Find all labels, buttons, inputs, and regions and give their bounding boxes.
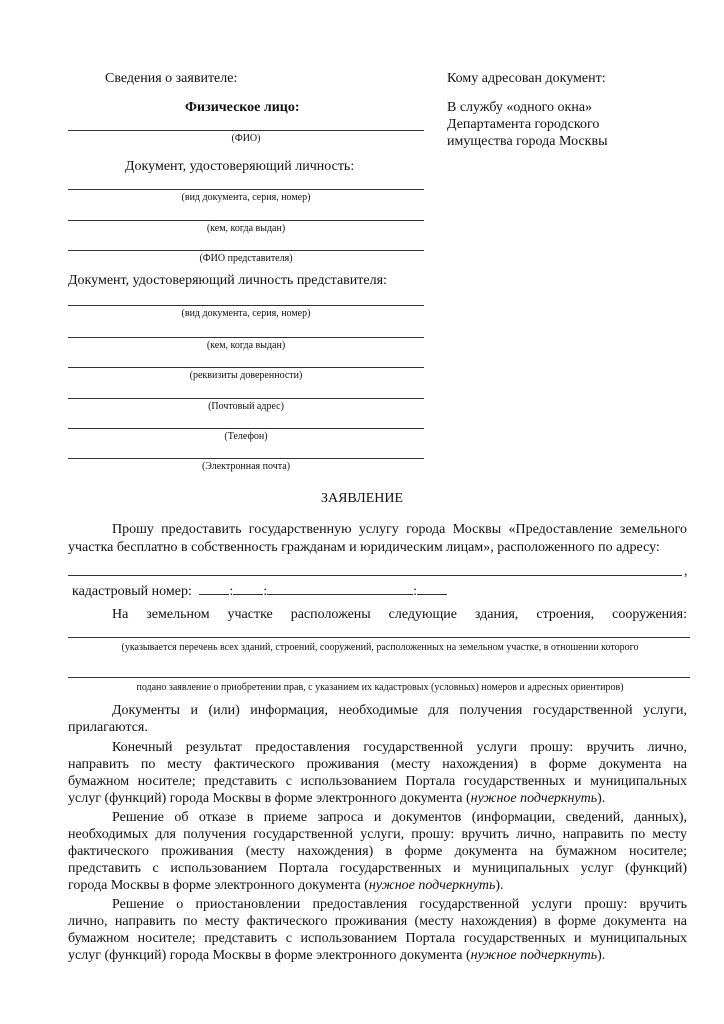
addressee-header: Кому адресован документ: (447, 71, 606, 86)
p4-end: ). (597, 948, 606, 963)
cadastral-row (72, 582, 447, 600)
cadastral-part-3[interactable] (267, 582, 413, 595)
p2-line: бумажном носителе; представить с использованием Портала государственных и муниципальных (68, 774, 687, 789)
p3-end: ). (495, 878, 504, 893)
p4-line: лично, направить по месту фактического проживания (месту нахождения) в форме документа на (68, 914, 687, 929)
rep-doc-line[interactable] (68, 305, 424, 306)
postal-line[interactable] (68, 398, 424, 399)
request-line-1: Прошу предоставить государственную услугу города Москвы «Предоставление земельного (112, 522, 687, 537)
p2-underline-hint: нужное подчеркнуть (470, 791, 598, 806)
p4-last-line (68, 947, 605, 964)
p3-line: фактического проживания (месту нахождения) в форме документа на бумажном носителе; (68, 844, 687, 859)
p4-line: Решение о приостановлении предоставления государственной услуги прошу: вручить (112, 897, 687, 912)
p3-underline-hint: нужное подчеркнуть (368, 878, 496, 893)
rep-issued-line[interactable] (68, 337, 424, 338)
applicant-type: Физическое лицо: (185, 100, 300, 115)
buildings-caption-1: (указывается перечень всех зданий, строений, сооружений, расположенных на земельном участке, в отношении которого (121, 642, 639, 653)
issued-by-line[interactable] (68, 220, 424, 221)
cadastral-part-1[interactable] (199, 582, 229, 595)
request-line-2: участка бесплатно в собственность гражданам и юридическим лицам», расположенного по адресу: (68, 540, 660, 555)
addressee-line: Департамента городского (447, 117, 600, 132)
cadastral-sep: : (229, 584, 234, 599)
address-line[interactable] (68, 575, 682, 576)
rep-doc-caption: (вид документа, серия, номер) (181, 308, 311, 319)
p3-last-line (68, 877, 504, 894)
rep-doc-title: Документ, удостоверяющий личность представителя: (68, 273, 387, 288)
buildings-text: На земельном участке расположены следующие здания, строения, сооружения: (112, 607, 687, 622)
p3-text: города Москвы в форме электронного документа ( (68, 878, 369, 893)
fio-caption: (ФИО) (231, 133, 261, 144)
phone-line[interactable] (68, 428, 424, 429)
p3-line: Решение об отказе в приеме запроса и документов (информации, сведений, данных), (112, 810, 687, 825)
buildings-line-1[interactable] (68, 637, 690, 638)
p4-line: бумажном носителе; представить с использованием Портала государственных и муниципальных (68, 931, 687, 946)
document-title: ЗАЯВЛЕНИЕ (320, 491, 404, 506)
rep-fio-caption: (ФИО представителя) (199, 253, 293, 264)
buildings-line-2[interactable] (68, 677, 690, 678)
id-doc-caption: (вид документа, серия, номер) (181, 192, 311, 203)
cadastral-part-4[interactable] (417, 582, 447, 595)
poa-caption: (реквизиты доверенности) (189, 370, 303, 381)
id-doc-line[interactable] (68, 189, 424, 190)
addressee-line: В службу «одного окна» (447, 100, 593, 115)
p3-line: представить с использованием Портала государственных и муниципальных услуг (функций) (68, 861, 687, 876)
p2-line: Конечный результат предоставления государственной услуги прошу: вручить лично, (112, 740, 687, 755)
poa-line[interactable] (68, 367, 424, 368)
p2-text: услуг (функций) города Москвы в форме электронного документа ( (68, 791, 471, 806)
p1-line: Документы и (или) информация, необходимые для получения государственной услуги, (112, 703, 687, 718)
email-caption: (Электронная почта) (201, 461, 291, 472)
email-line[interactable] (68, 458, 424, 459)
p2-last-line (68, 790, 605, 807)
p1-line: прилагаются. (68, 720, 148, 735)
p3-line: необходимых для получения государственной услуги, прошу: вручить лично, направить по месту (68, 827, 687, 842)
buildings-caption-2: подано заявление о приобретении прав, с указанием их кадастровых (условных) номеров и адресных ориентиров) (136, 682, 624, 693)
phone-caption: (Телефон) (224, 431, 268, 442)
cadastral-sep: : (413, 584, 418, 599)
postal-caption: (Почтовый адрес) (208, 401, 284, 412)
issued-by-caption: (кем, когда выдан) (206, 223, 286, 234)
fio-line[interactable] (68, 130, 424, 131)
cadastral-label: кадастровый номер: (72, 584, 192, 599)
id-doc-title: Документ, удостоверяющий личность: (125, 159, 355, 174)
rep-fio-line[interactable] (68, 250, 424, 251)
applicant-header: Сведения о заявителе: (105, 71, 238, 86)
addressee-line: имущества города Москвы (447, 134, 608, 149)
p2-end: ). (597, 791, 606, 806)
p2-line: направить по месту фактического проживания (месту нахождения) в форме документа на (68, 757, 687, 772)
rep-issued-caption: (кем, когда выдан) (206, 340, 286, 351)
p4-underline-hint: нужное подчеркнуть (470, 948, 598, 963)
cadastral-sep: : (263, 584, 268, 599)
address-comma: , (684, 564, 688, 579)
p4-text: услуг (функций) города Москвы в форме электронного документа ( (68, 948, 471, 963)
cadastral-part-2[interactable] (233, 582, 263, 595)
